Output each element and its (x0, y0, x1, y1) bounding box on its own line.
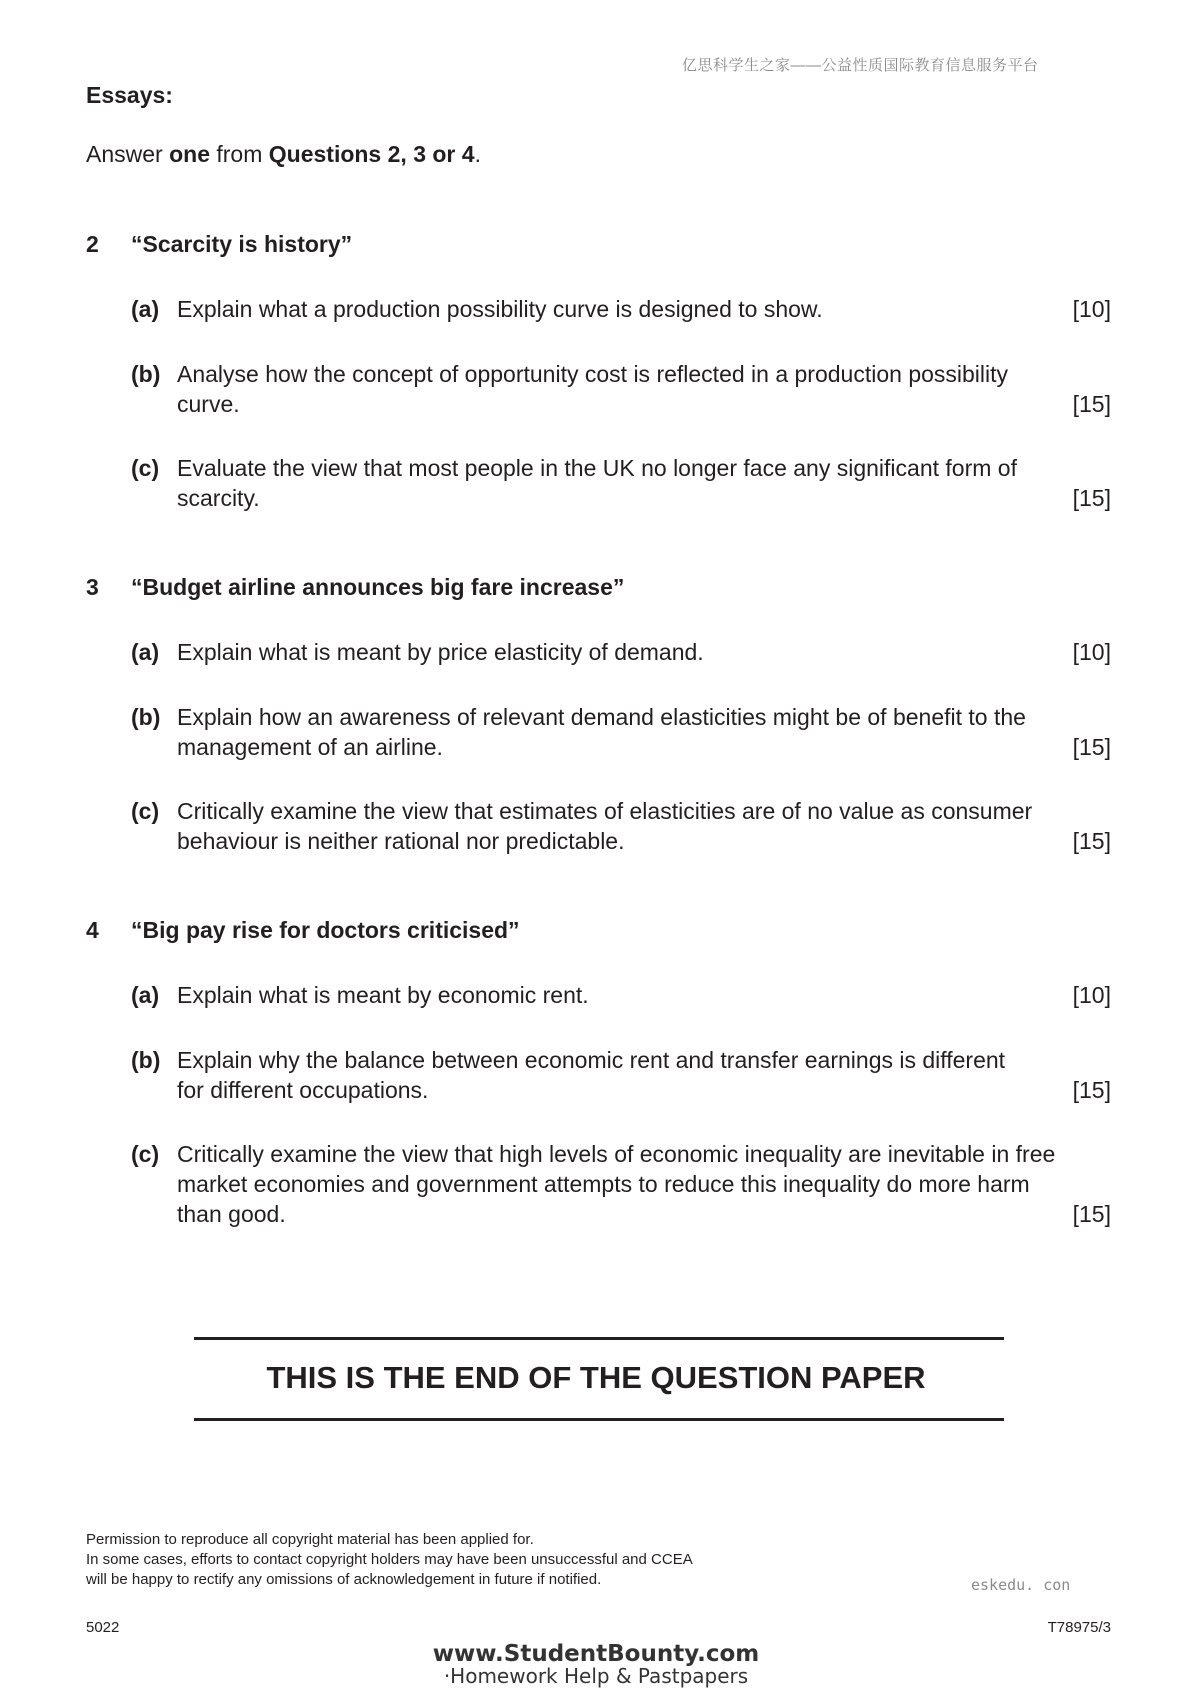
question-3c (131, 796, 1111, 856)
part-marks: [10] (1072, 982, 1111, 1008)
question-4-title: “Big pay rise for doctors criticised” (131, 917, 520, 943)
part-letter: (c) (131, 798, 160, 824)
question-3-number: 3 (86, 574, 99, 600)
part-letter: (b) (131, 1047, 161, 1073)
part-text: Explain what is meant by price elasticity of demand. (177, 639, 704, 665)
instruction-bold-one: one (169, 141, 210, 167)
instruction-middle: from (209, 141, 269, 167)
part-marks: [15] (1072, 734, 1111, 760)
question-2c (131, 453, 1111, 513)
question-2-number: 2 (86, 231, 99, 257)
permission-line: Permission to reproduce all copyright material has been applied for. (86, 1531, 534, 1548)
part-text: Critically examine the view that estimates of elasticities are of no value as consumer behaviour is neither rational nor predictable. (177, 798, 1033, 854)
question-4b (131, 1045, 1111, 1105)
part-letter: (b) (131, 361, 161, 387)
instruction-suffix: . (474, 141, 481, 167)
permission-note (86, 1530, 693, 1590)
part-marks: [15] (1072, 485, 1111, 511)
part-text: Analyse how the concept of opportunity cost is reflected in a production possibility curve. (177, 361, 1009, 417)
part-text: Explain what is meant by economic rent. (177, 982, 589, 1008)
part-text: Explain how an awareness of relevant demand elasticities might be of benefit to the management of an airline. (177, 704, 1026, 760)
part-letter: (a) (131, 982, 160, 1008)
part-letter: (a) (131, 639, 160, 665)
header-watermark: 亿思科学生之家——公益性质国际教育信息服务平台 (682, 57, 1039, 74)
section-title: Essays: (86, 82, 173, 108)
question-4-number: 4 (86, 917, 99, 943)
part-letter: (b) (131, 704, 161, 730)
question-2-title: “Scarcity is history” (131, 231, 353, 257)
end-of-paper-heading: THIS IS THE END OF THE QUESTION PAPER (266, 1360, 926, 1395)
part-letter: (a) (131, 296, 160, 322)
instruction-prefix: Answer (86, 141, 170, 167)
paper-code-left: 5022 (86, 1619, 120, 1636)
question-3b (131, 702, 1111, 762)
permission-line: In some cases, efforts to contact copyright holders may have been unsuccessful and CCEA (86, 1551, 693, 1568)
question-4c (131, 1139, 1111, 1229)
site-watermark: eskedu. con (971, 1576, 1071, 1594)
part-text: Evaluate the view that most people in the UK no longer face any significant form of scarcity. (177, 455, 1017, 511)
question-3a (131, 637, 1111, 667)
part-marks: [15] (1072, 828, 1111, 854)
instruction-bold-questions: Questions 2, 3 or 4 (268, 141, 475, 167)
part-letter: (c) (131, 455, 160, 481)
part-text: Explain what a production possibility curve is designed to show. (177, 296, 823, 322)
studentbounty-url: www.StudentBounty.com (432, 1641, 760, 1667)
question-4a (131, 980, 1111, 1010)
question-3-title: “Budget airline announces big fare increase” (131, 574, 625, 600)
part-marks: [15] (1072, 391, 1111, 417)
part-marks: [10] (1072, 296, 1111, 322)
part-marks: [15] (1072, 1201, 1111, 1227)
part-text: Critically examine the view that high levels of economic inequality are inevitable in free market economies and government attempts to reduce this inequality do more harm than good. (177, 1141, 1056, 1227)
instruction (86, 141, 481, 168)
end-rule-top (194, 1337, 1004, 1340)
part-text: Explain why the balance between economic rent and transfer earnings is different for different occupations. (177, 1047, 1006, 1103)
studentbounty-tagline: ·Homework Help & Pastpapers (443, 1664, 749, 1688)
end-rule-bottom (194, 1418, 1004, 1421)
question-2b (131, 359, 1111, 419)
part-letter: (c) (131, 1141, 160, 1167)
question-2a (131, 294, 1111, 324)
part-marks: [15] (1072, 1077, 1111, 1103)
paper-code-right: T78975/3 (1047, 1619, 1111, 1636)
permission-line: will be happy to rectify any omissions of acknowledgement in future if notified. (86, 1571, 602, 1588)
part-marks: [10] (1072, 639, 1111, 665)
